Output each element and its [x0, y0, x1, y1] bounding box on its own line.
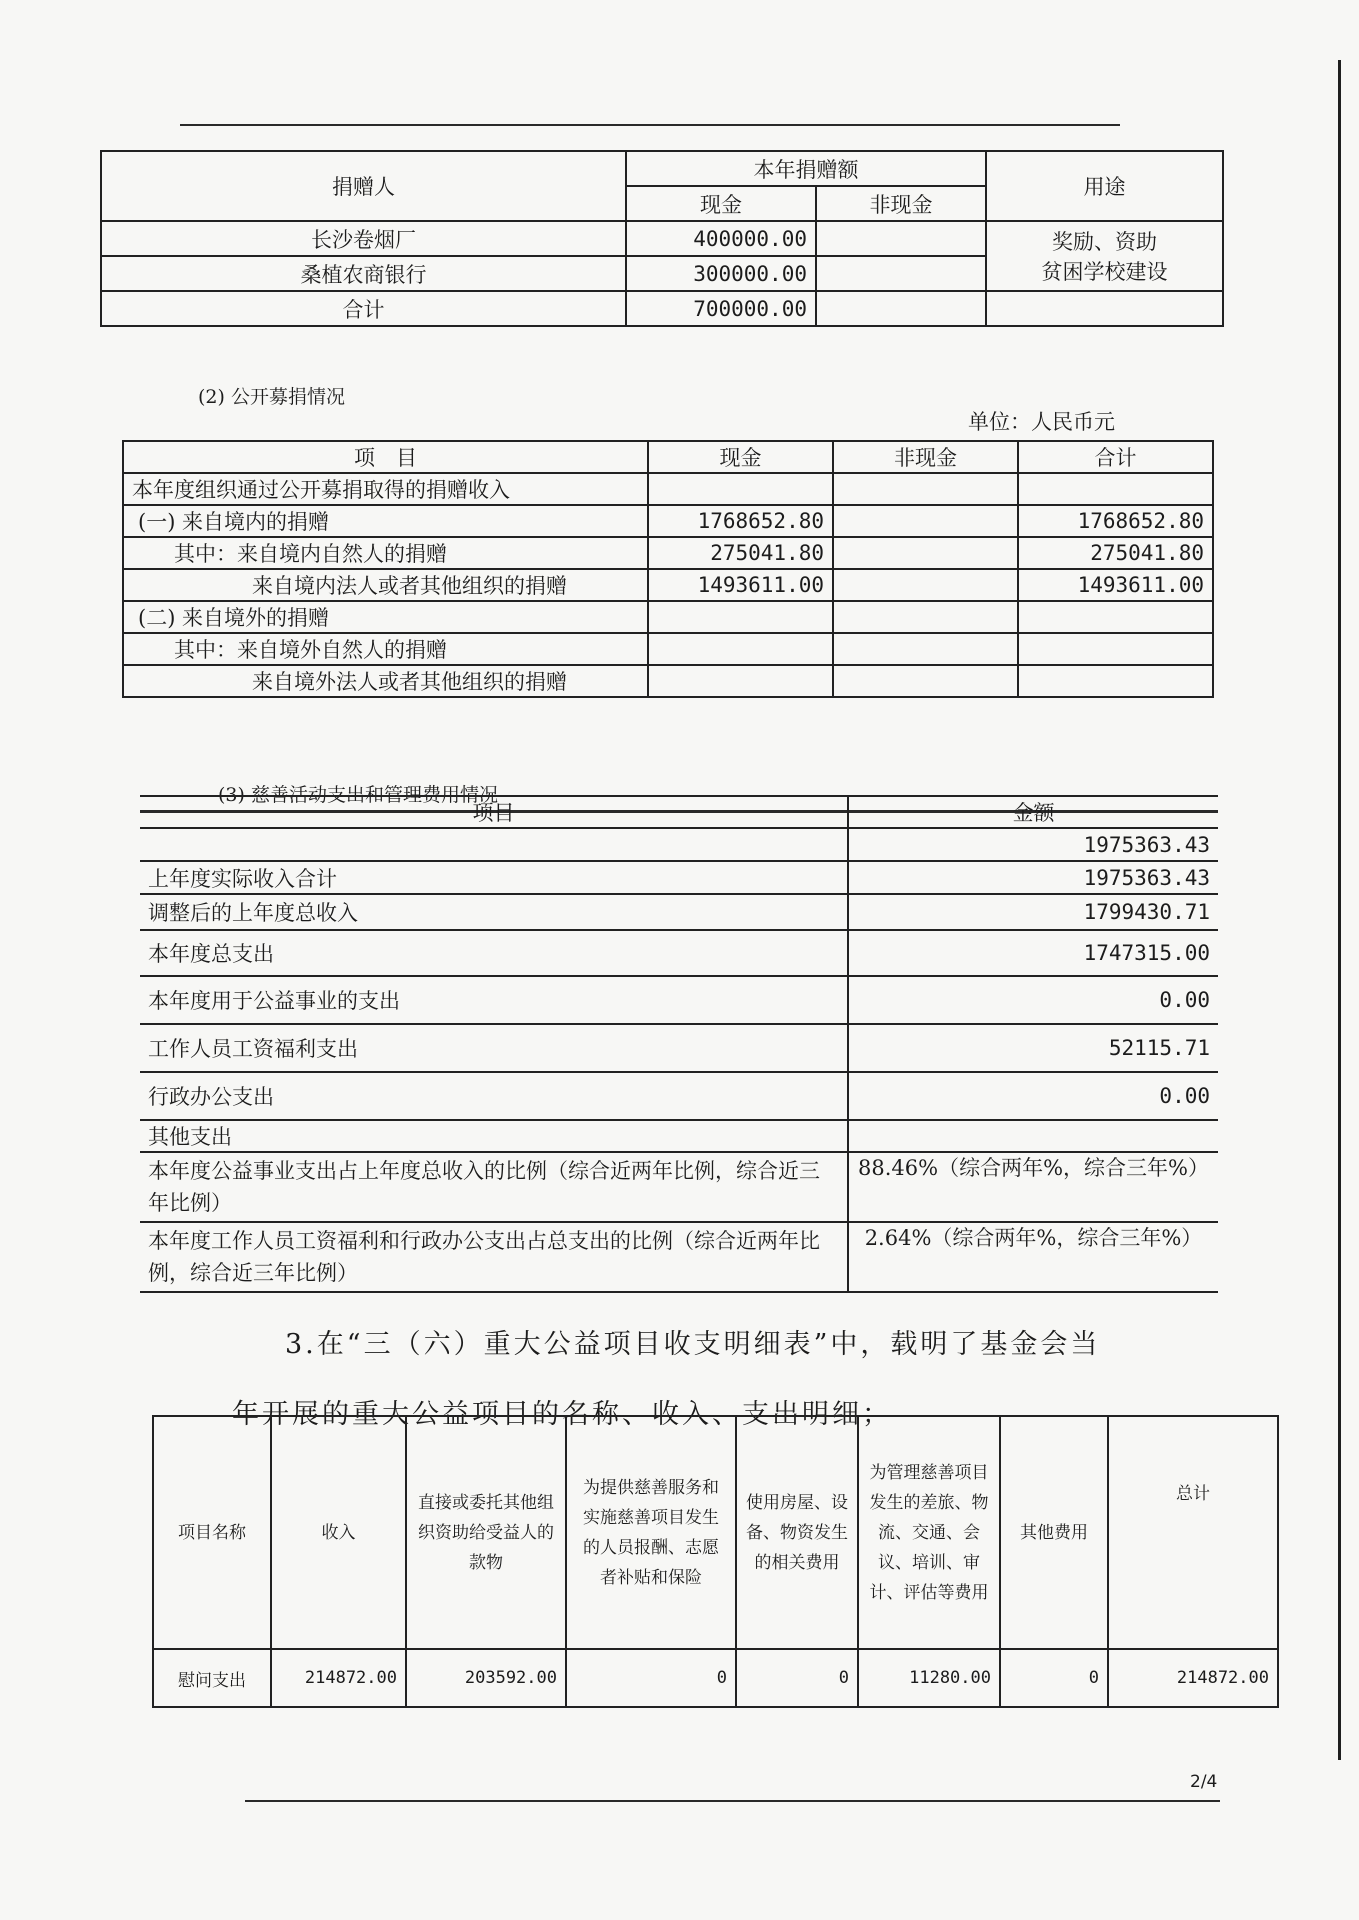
project-management: 11280.00 — [858, 1649, 1000, 1707]
header-income: 收入 — [271, 1416, 406, 1649]
table-row — [123, 505, 1213, 537]
header-other: 其他费用 — [1000, 1416, 1108, 1649]
header-personnel: 为提供慈善服务和实施慈善项目发生的人员报酬、志愿者补贴和保险 — [566, 1416, 736, 1649]
table-row — [140, 1120, 1218, 1152]
fundraising-table — [122, 440, 1214, 698]
paragraph-line-2: 年开展的重大公益项目的名称、收入、支出明细； — [232, 1399, 892, 1430]
header-project-name: 项目名称 — [153, 1416, 271, 1649]
expenditure-table — [140, 795, 1218, 1293]
header-cash: 现金 — [626, 186, 816, 221]
amount-value: 88.46%（综合两年%，综合三年%） — [848, 1152, 1218, 1222]
item-label: 本年度总支出 — [140, 930, 848, 976]
section2-caption: (2) 公开募捐情况 — [198, 386, 345, 408]
item-label: 来自境内法人或者其他组织的捐赠 — [123, 569, 648, 601]
item-label: (二) 来自境外的捐赠 — [123, 601, 648, 633]
table-row — [140, 894, 1218, 930]
cash-value: 1493611.00 — [648, 569, 833, 601]
cash-value: 1768652.80 — [648, 505, 833, 537]
header-noncash: 非现金 — [833, 441, 1018, 473]
amount-value: 1975363.43 — [848, 828, 1218, 861]
table-row — [140, 1222, 1218, 1292]
donor-noncash — [816, 256, 986, 291]
amount-value: 0.00 — [848, 976, 1218, 1024]
item-label: 其中：来自境外自然人的捐赠 — [123, 633, 648, 665]
amount-value — [848, 1120, 1218, 1152]
page-edge — [1338, 60, 1341, 1760]
use-text-1: 奖励、资助 — [1052, 230, 1157, 254]
table-row — [123, 473, 1213, 505]
donor-cash: 400000.00 — [626, 221, 816, 256]
donor-noncash — [816, 221, 986, 256]
top-rule — [180, 124, 1120, 126]
project-other: 0 — [1000, 1649, 1108, 1707]
donor-total-cash: 700000.00 — [626, 291, 816, 326]
project-name: 慰问支出 — [153, 1649, 271, 1707]
header-management: 为管理慈善项目发生的差旅、物流、交通、会议、培训、审计、评估等费用 — [858, 1416, 1000, 1649]
noncash-value — [833, 665, 1018, 697]
item-label: 本年度组织通过公开募捐取得的捐赠收入 — [123, 473, 648, 505]
table-row — [140, 1152, 1218, 1222]
noncash-value — [833, 569, 1018, 601]
item-label: 工作人员工资福利支出 — [140, 1024, 848, 1072]
paragraph-line-1: 3.在“三（六）重大公益项目收支明细表”中，载明了基金会当 — [285, 1329, 1101, 1360]
total-value: 1493611.00 — [1018, 569, 1213, 601]
header-use: 用途 — [986, 151, 1223, 221]
table-row — [123, 601, 1213, 633]
amount-value: 1975363.43 — [848, 861, 1218, 894]
table-row — [140, 861, 1218, 894]
project-income: 214872.00 — [271, 1649, 406, 1707]
noncash-value — [833, 601, 1018, 633]
table-row — [101, 221, 1223, 256]
header-item: 项目 — [140, 796, 848, 828]
header-total: 合计 — [1018, 441, 1213, 473]
noncash-value — [833, 505, 1018, 537]
table-row — [140, 828, 1218, 861]
item-label: 本年度公益事业支出占上年度总收入的比例（综合近两年比例，综合近三年比例） — [140, 1152, 848, 1222]
header-cash: 现金 — [648, 441, 833, 473]
amount-value: 1747315.00 — [848, 930, 1218, 976]
header-item: 项 目 — [123, 441, 648, 473]
noncash-value — [833, 473, 1018, 505]
table-row — [140, 976, 1218, 1024]
cash-value: 275041.80 — [648, 537, 833, 569]
amount-value: 0.00 — [848, 1072, 1218, 1120]
item-label: 上年度实际收入合计 — [140, 861, 848, 894]
unit-label: 单位：人民币元 — [968, 410, 1115, 434]
item-label: (一) 来自境内的捐赠 — [123, 505, 648, 537]
item-label: 来自境外法人或者其他组织的捐赠 — [123, 665, 648, 697]
table-row — [123, 569, 1213, 601]
header-amount: 金额 — [848, 796, 1218, 828]
noncash-value — [833, 633, 1018, 665]
item-label — [140, 828, 848, 861]
table-row — [140, 930, 1218, 976]
donor-total-noncash — [816, 291, 986, 326]
project-facilities: 0 — [736, 1649, 858, 1707]
item-label: 调整后的上年度总收入 — [140, 894, 848, 930]
table-row — [140, 1072, 1218, 1120]
table-row — [101, 291, 1223, 326]
project-personnel: 0 — [566, 1649, 736, 1707]
project-direct: 203592.00 — [406, 1649, 566, 1707]
amount-value: 52115.71 — [848, 1024, 1218, 1072]
donor-cash: 300000.00 — [626, 256, 816, 291]
table-row — [123, 537, 1213, 569]
section3-caption: (3) 慈善活动支出和管理费用情况 — [218, 784, 498, 806]
cash-value — [648, 473, 833, 505]
item-label: 行政办公支出 — [140, 1072, 848, 1120]
item-label: 其他支出 — [140, 1120, 848, 1152]
noncash-value — [833, 537, 1018, 569]
header-direct-aid: 直接或委托其他组织资助给受益人的款物 — [406, 1416, 566, 1649]
total-value — [1018, 665, 1213, 697]
cash-value — [648, 601, 833, 633]
header-noncash: 非现金 — [816, 186, 986, 221]
amount-value: 2.64%（综合两年%，综合三年%） — [848, 1222, 1218, 1292]
donor-name: 桑植农商银行 — [101, 256, 626, 291]
project-total: 214872.00 — [1108, 1649, 1278, 1707]
cash-value — [648, 665, 833, 697]
page-number: 2/4 — [1190, 1772, 1218, 1792]
total-value: 1768652.80 — [1018, 505, 1213, 537]
header-facilities: 使用房屋、设备、物资发生的相关费用 — [736, 1416, 858, 1649]
total-value — [1018, 601, 1213, 633]
header-donor: 捐赠人 — [101, 151, 626, 221]
donor-total-label: 合计 — [101, 291, 626, 326]
amount-value: 1799430.71 — [848, 894, 1218, 930]
table-row — [153, 1649, 1278, 1707]
use-cell — [986, 221, 1223, 291]
project-table — [152, 1415, 1279, 1708]
total-value: 275041.80 — [1018, 537, 1213, 569]
table-row — [123, 633, 1213, 665]
item-label: 其中：来自境内自然人的捐赠 — [123, 537, 648, 569]
header-total: 总计 — [1108, 1416, 1278, 1649]
donor-total-use — [986, 291, 1223, 326]
table-row — [123, 665, 1213, 697]
donor-table — [100, 150, 1224, 327]
use-text-2: 贫困学校建设 — [1041, 260, 1168, 284]
cash-value — [648, 633, 833, 665]
table-row — [140, 1024, 1218, 1072]
header-amount: 本年捐赠额 — [626, 151, 986, 186]
item-label: 本年度用于公益事业的支出 — [140, 976, 848, 1024]
donor-name: 长沙卷烟厂 — [101, 221, 626, 256]
total-value — [1018, 473, 1213, 505]
item-label: 本年度工作人员工资福利和行政办公支出占总支出的比例（综合近两年比例，综合近三年比例） — [140, 1222, 848, 1292]
footer-rule — [245, 1800, 1220, 1802]
total-value — [1018, 633, 1213, 665]
